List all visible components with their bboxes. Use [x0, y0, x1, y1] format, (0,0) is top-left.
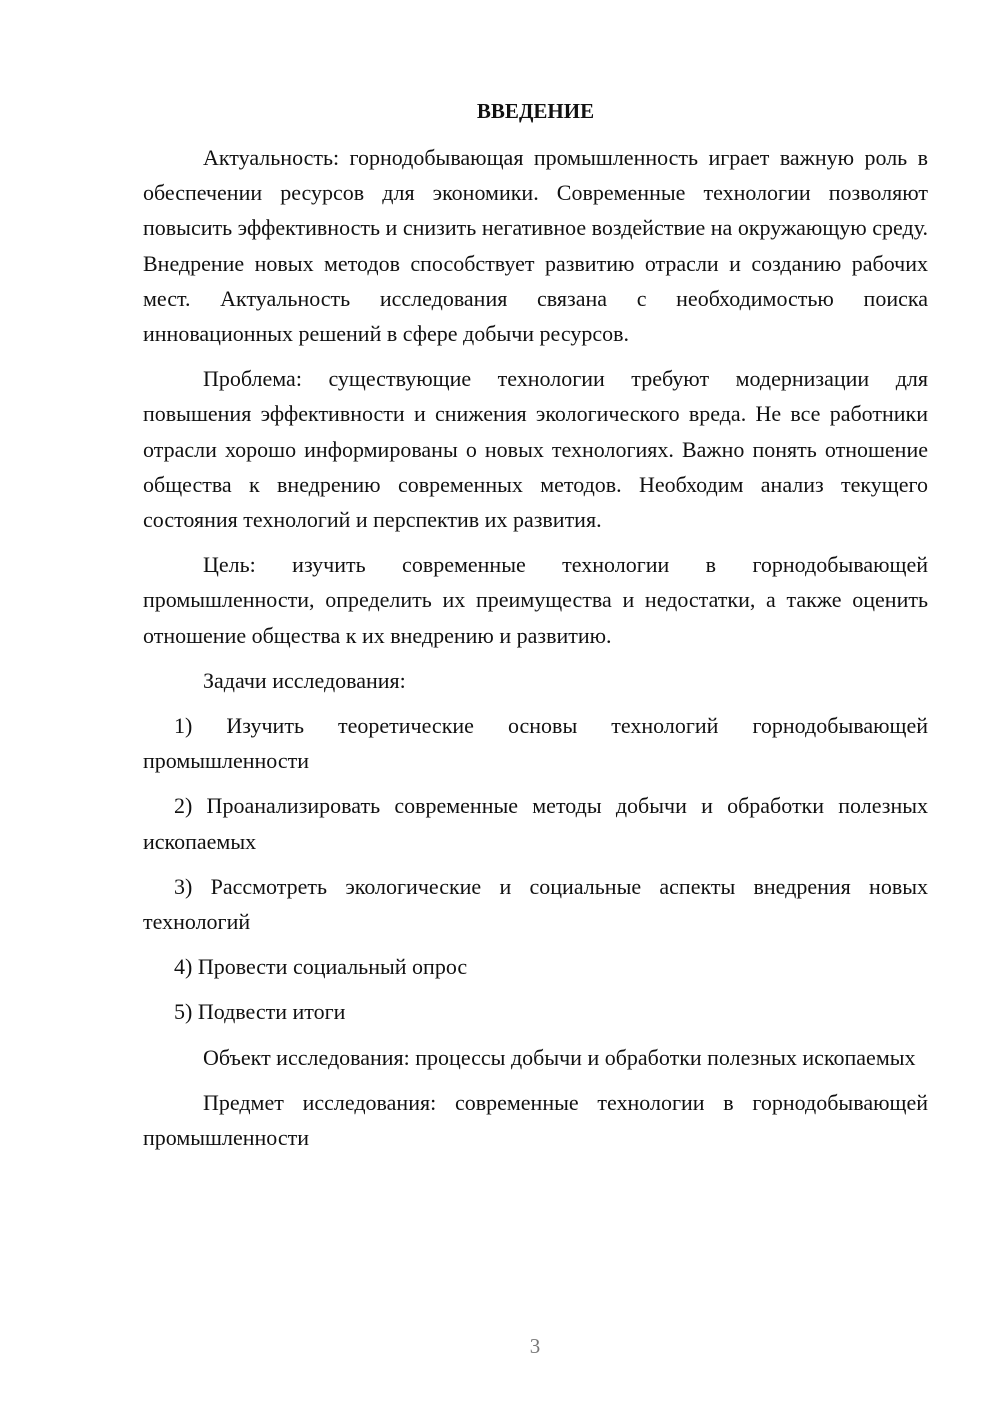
paragraph-object: Объект исследования: процессы добычи и обработки полезных ископаемых — [203, 1044, 916, 1070]
tasks-list — [143, 708, 928, 1030]
paragraph-problem: Проблема: существующие технологии требуют модернизации для повышения эффективности и снижения экологического вреда. Не все работники отрасли хорошо информированы о новых технологиях. Важно понять отношение общества к внедрению современных методов. Необходим анализ текущего состояния технологий и перспектив их развития. — [143, 366, 928, 533]
page-number: 3 — [529, 1334, 541, 1358]
paragraph-subject: Предмет исследования: современные технологии в горнодобывающей промышленности — [143, 1089, 928, 1151]
list-item: 1) Изучить теоретические основы технологий горнодобывающей промышленности — [143, 713, 928, 774]
list-item: 4) Провести социальный опрос — [174, 954, 468, 980]
list-item: 3) Рассмотреть экологические и социальные аспекты внедрения новых технологий — [143, 873, 928, 935]
page-title: ВВЕДЕНИЕ — [476, 99, 595, 123]
paragraph-goal: Цель: изучить современные технологии в горнодобывающей промышленности, определить их преимущества и недостатки, а также оценить отношение общества к их внедрению и развитию. — [143, 552, 928, 648]
tasks-heading: Задачи исследования: — [203, 667, 406, 693]
paragraph-relevance: Актуальность: горнодобывающая промышленность играет важную роль в обеспечении ресурсов для экономики. Современные технологии позволяют повысить эффективность и снизить негативное воздействие на окружающую среду. Внедрение новых методов способствует развитию отрасли и созданию рабочих мест. Актуальность исследования связана с необходимостью поиска инновационных решений в сфере добычи ресурсов. — [143, 145, 928, 347]
document-page — [143, 96, 928, 1165]
list-item: 2) Проанализировать современные методы добычи и обработки полезных ископаемых — [143, 793, 928, 854]
list-item: 5) Подвести итоги — [174, 999, 346, 1025]
